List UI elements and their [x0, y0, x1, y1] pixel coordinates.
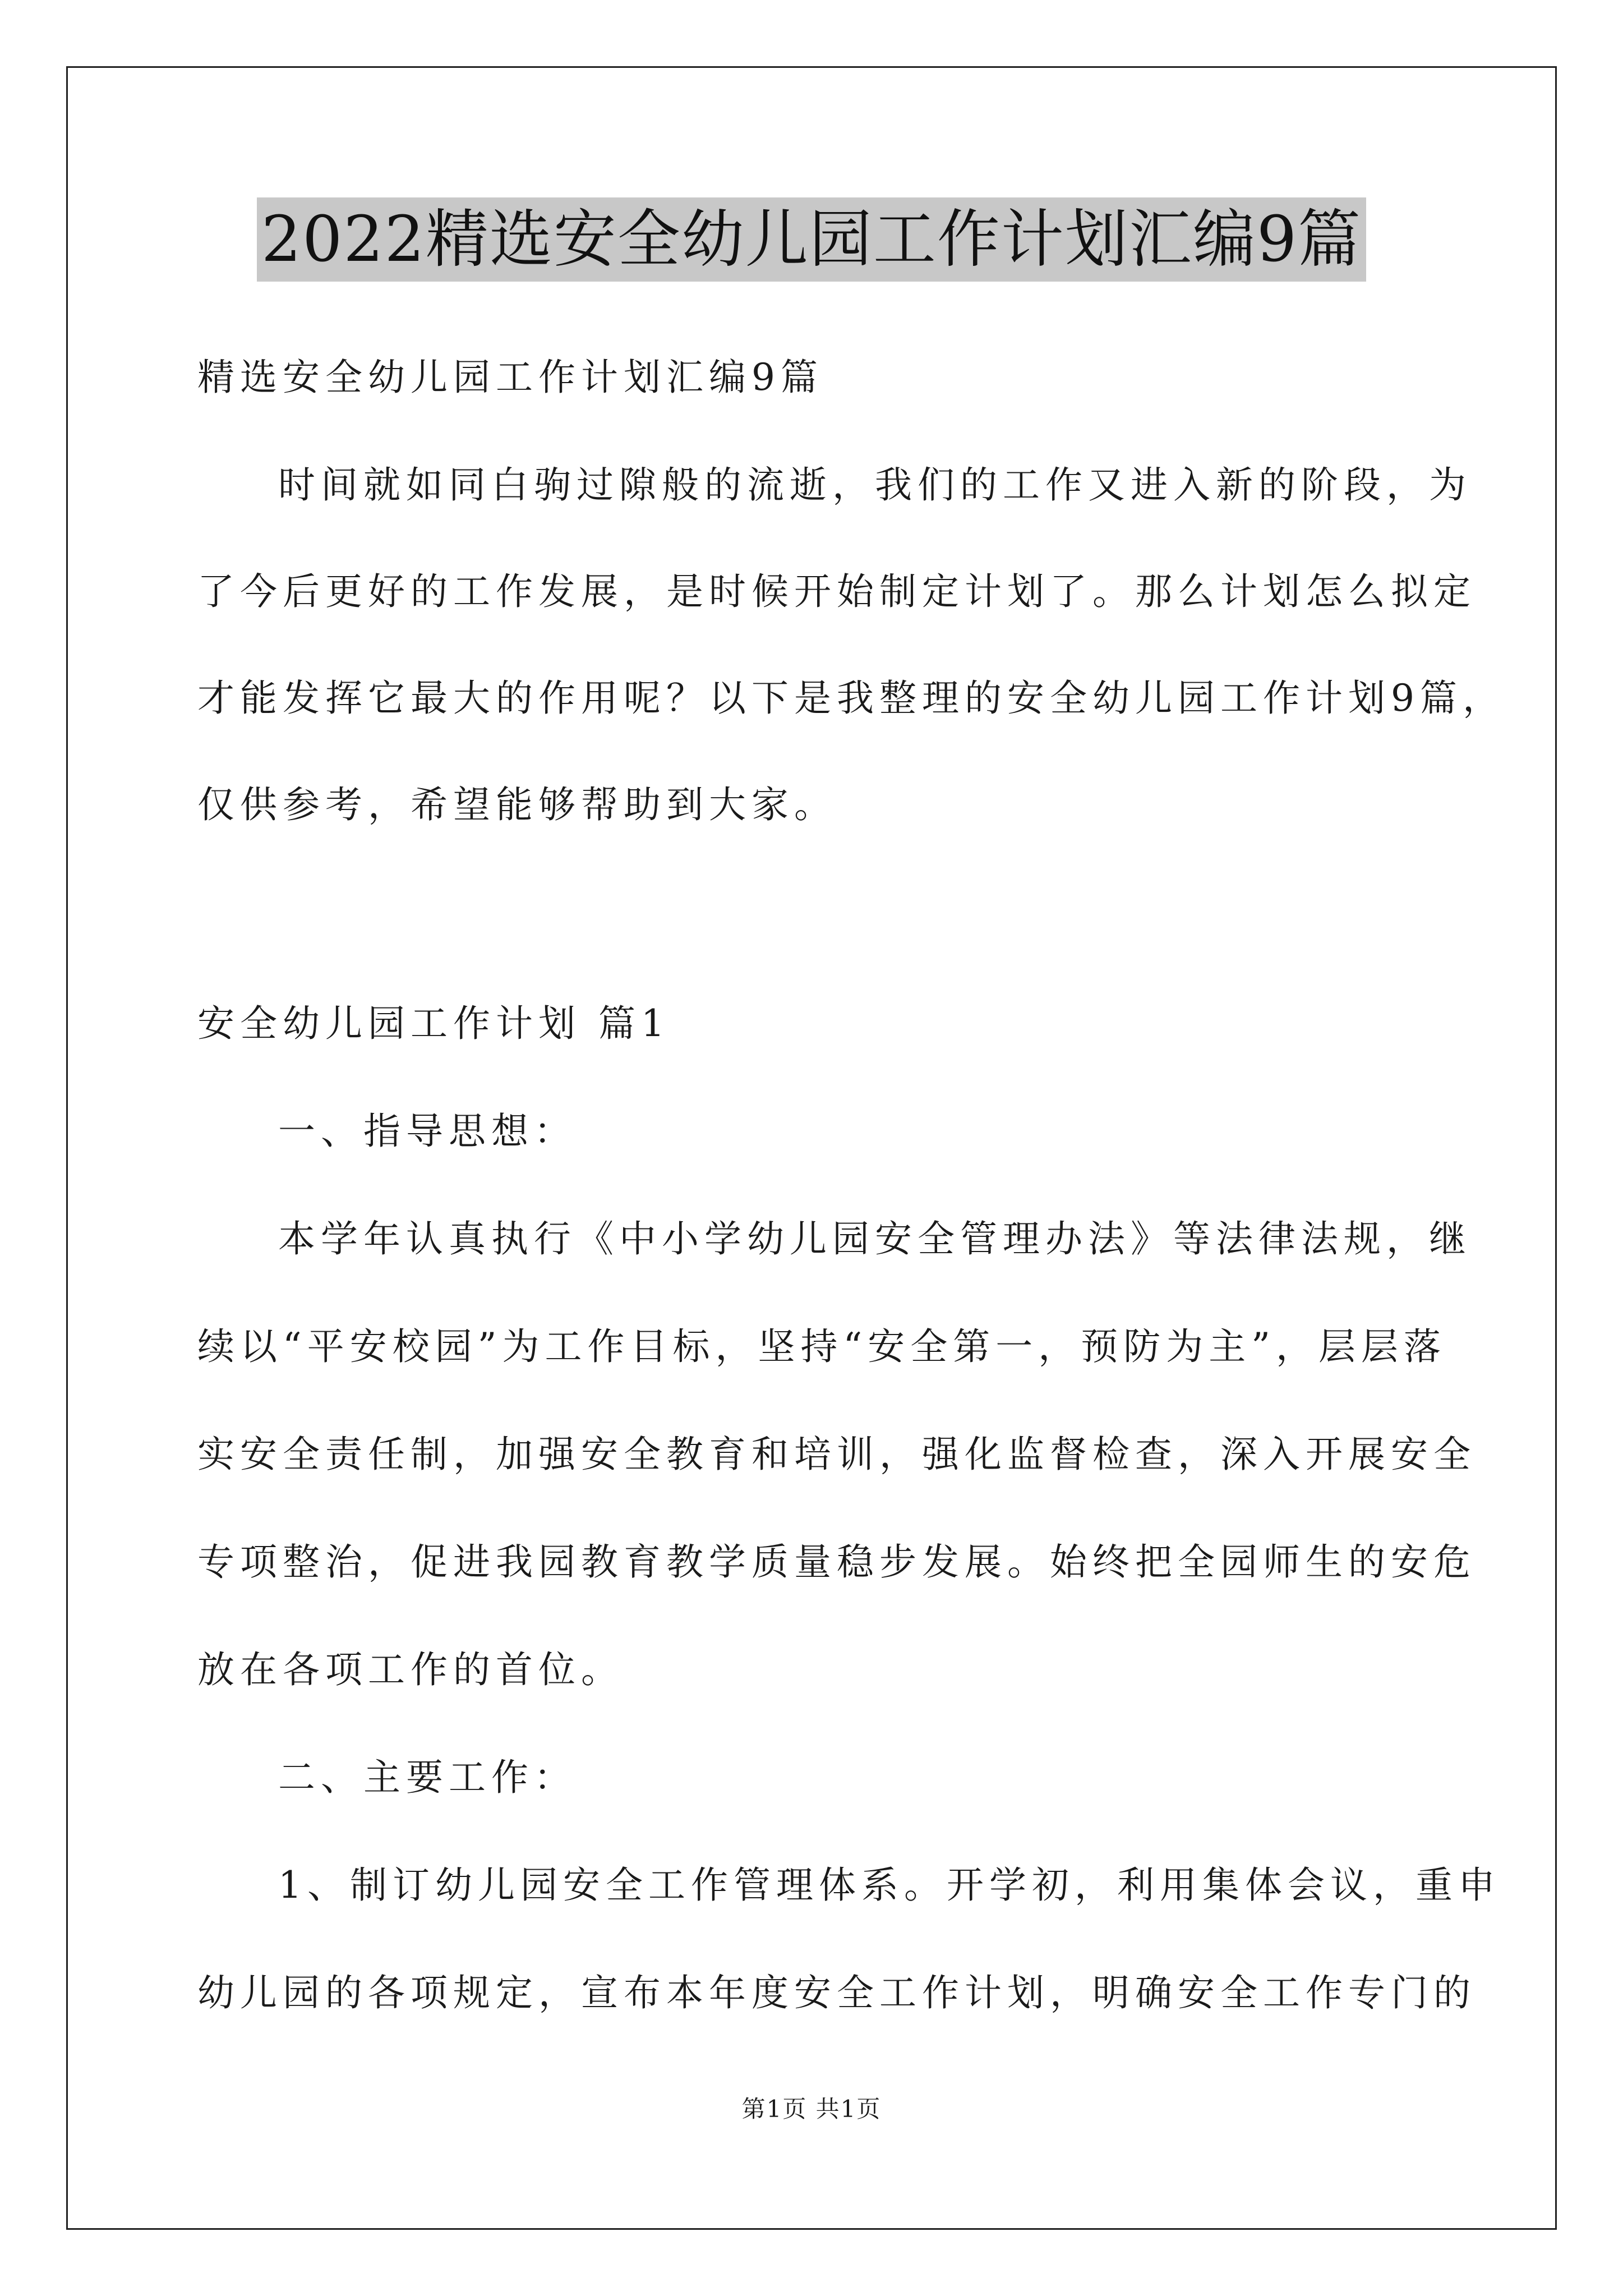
item1-line-2: 幼儿园的各项规定，宣布本年度安全工作计划，明确安全工作专门的: [197, 1971, 1476, 2014]
intro-line-1: 时间就如同白驹过隙般的流逝，我们的工作又进入新的阶段，为: [278, 463, 1472, 507]
item1-line-1: 1、制订幼儿园安全工作管理体系。开学初，利用集体会议，重申: [278, 1864, 1501, 1907]
guiding-line-3: 实安全责任制，加强安全教育和培训，强化监督检查，深入开展安全: [197, 1433, 1476, 1476]
intro-line-2: 了今后更好的工作发展，是时候开始制定计划了。那么计划怎么拟定: [197, 570, 1476, 613]
guiding-heading: 一、指导思想：: [278, 1110, 577, 1153]
guiding-line-4: 专项整治，促进我园教育教学质量稳步发展。始终把全园师生的安危: [197, 1540, 1476, 1584]
main-work-heading: 二、主要工作：: [278, 1756, 577, 1799]
guiding-line-5: 放在各项工作的首位。: [197, 1648, 624, 1691]
page-footer: 第1页 共1页: [741, 2095, 882, 2123]
section-heading: 安全幼儿园工作计划 篇1: [197, 1002, 670, 1045]
document-title: 2022精选安全幼儿园工作计划汇编9篇: [257, 197, 1366, 282]
intro-line-4: 仅供参考，希望能够帮助到大家。: [197, 783, 837, 826]
guiding-line-1: 本学年认真执行《中小学幼儿园安全管理办法》等法律法规，继: [278, 1217, 1472, 1260]
document-subtitle: 精选安全幼儿园工作计划汇编9篇: [197, 356, 823, 399]
intro-line-3: 才能发挥它最大的作用呢？以下是我整理的安全幼儿园工作计划9篇，: [197, 677, 1505, 720]
title-container: [0, 197, 1623, 282]
guiding-line-2: 续以“平安校园”为工作目标，坚持“安全第一，预防为主”，层层落: [197, 1325, 1446, 1368]
